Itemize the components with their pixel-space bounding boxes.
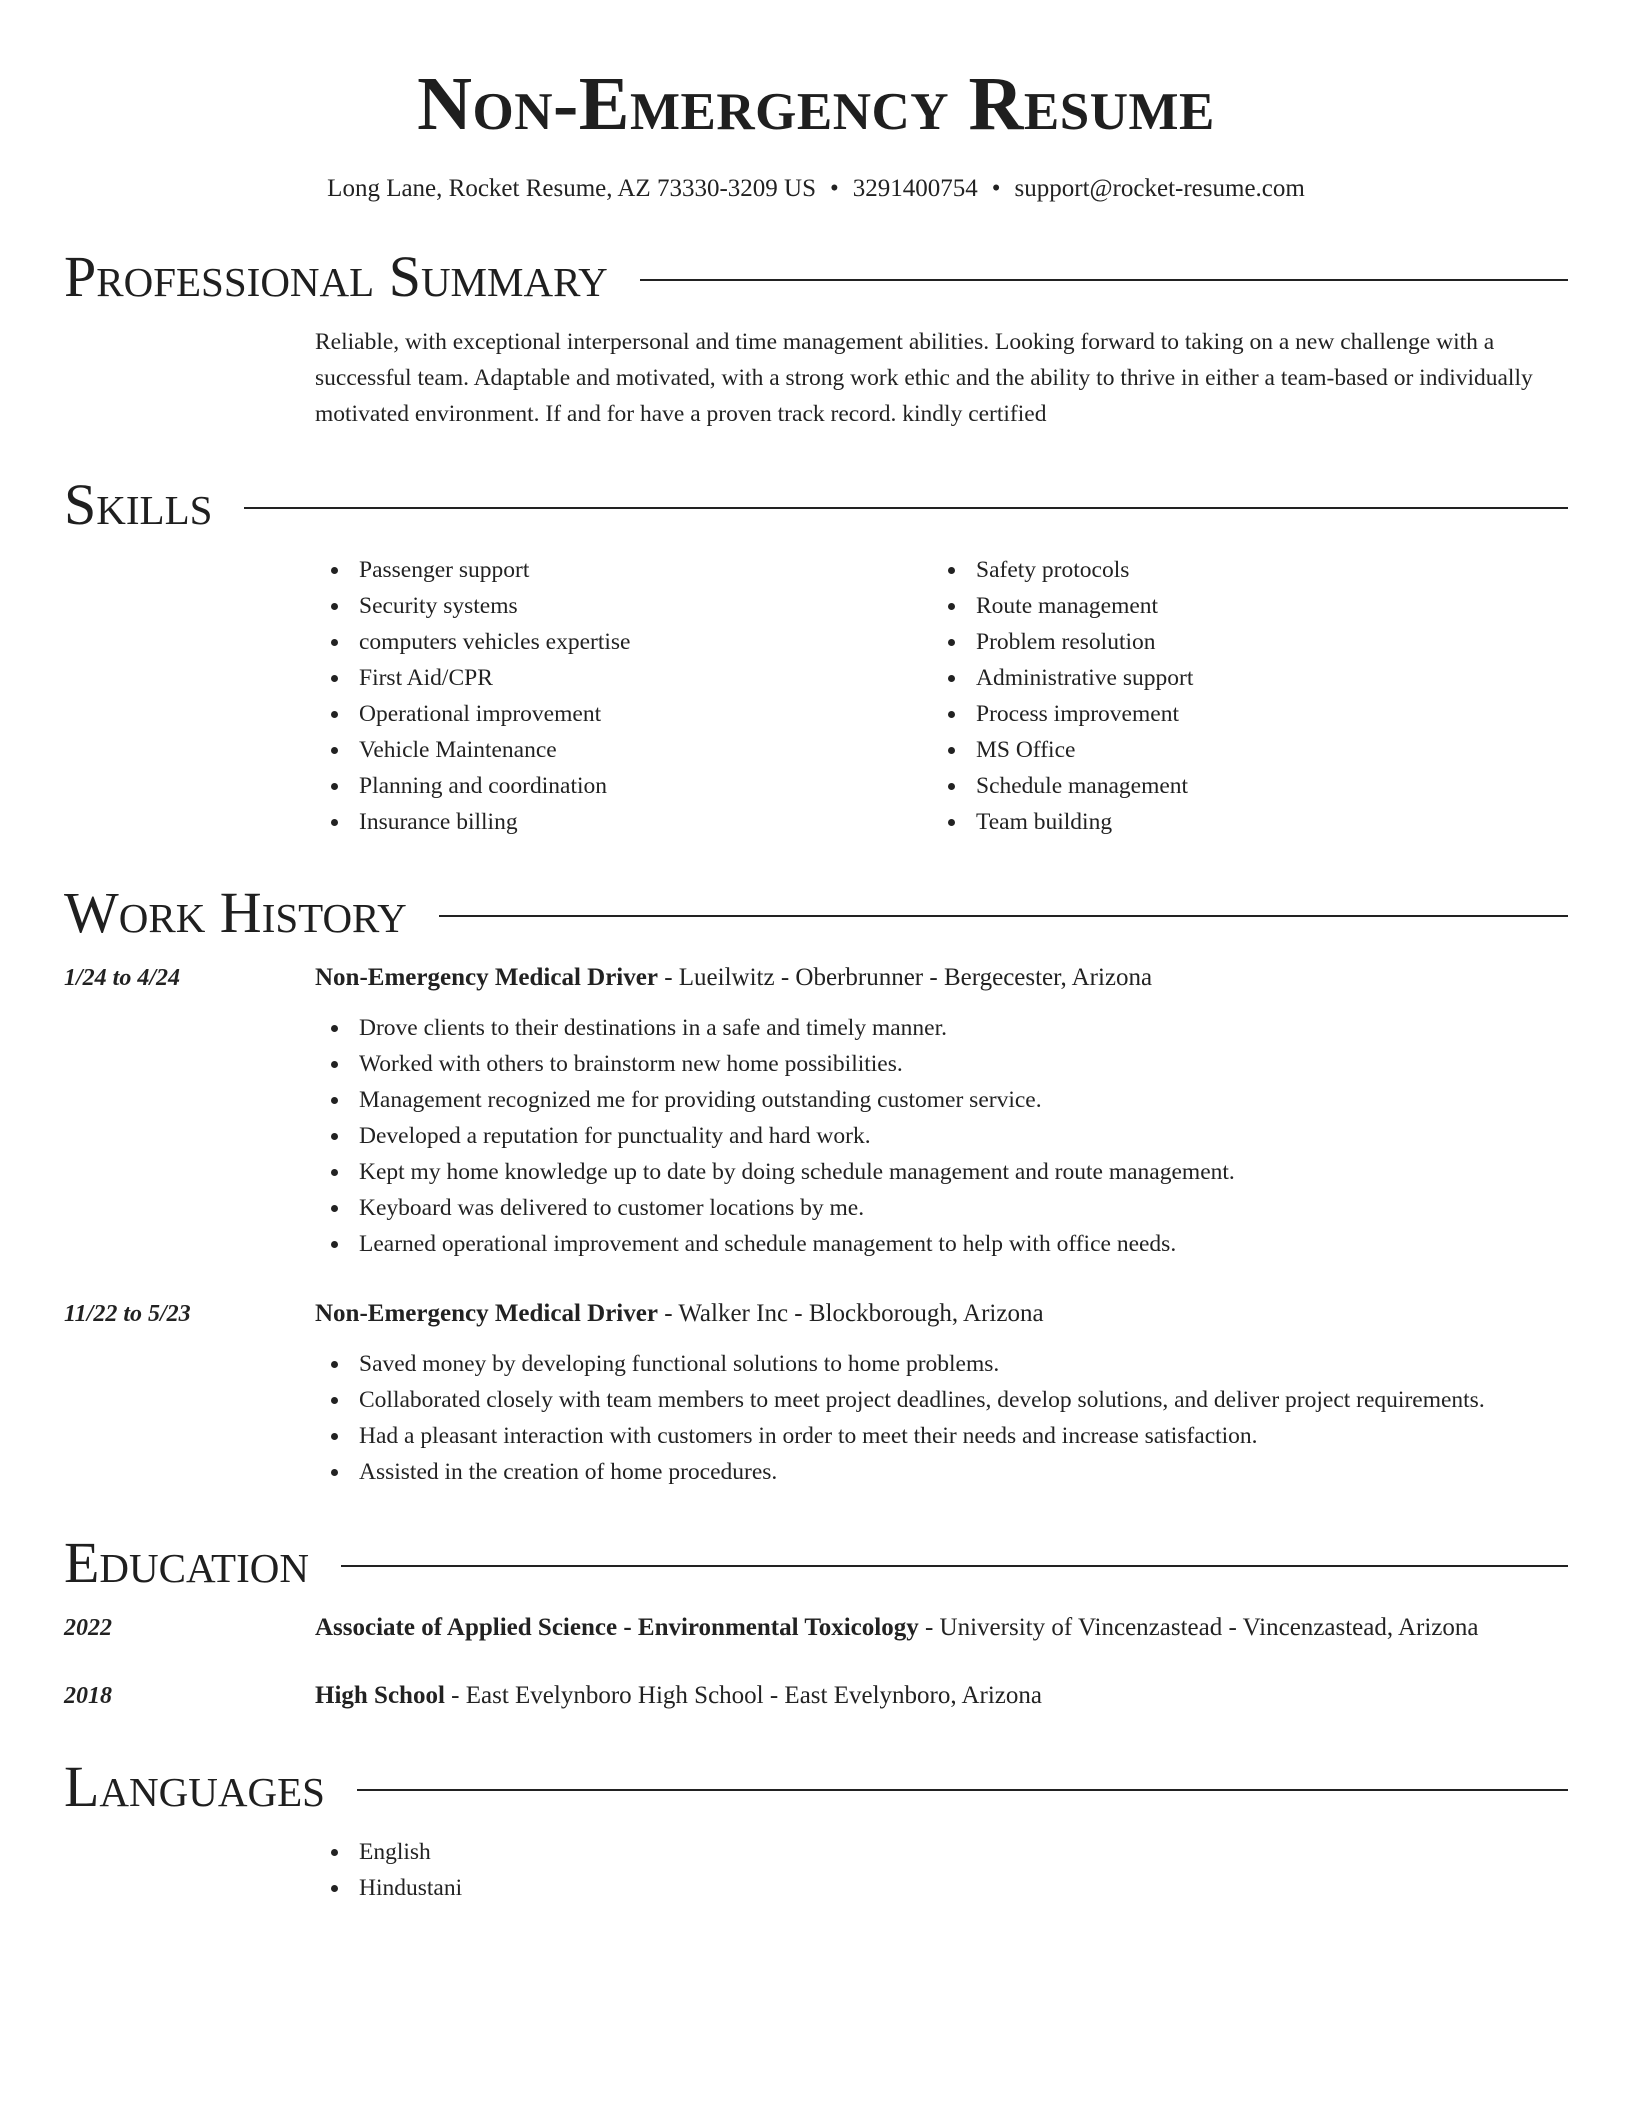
job-heading bbox=[315, 960, 1568, 996]
job-bullet: Learned operational improvement and schedule management to help with office needs. bbox=[315, 1226, 1568, 1262]
section-title-work: Work History bbox=[64, 880, 407, 945]
job-heading bbox=[315, 1296, 1568, 1332]
education-title: Associate of Applied Science - Environmental Toxicology bbox=[315, 1614, 919, 1641]
section-divider bbox=[439, 915, 1568, 917]
job-title: Non-Emergency Medical Driver bbox=[315, 1300, 658, 1327]
job-bullets bbox=[315, 1346, 1568, 1490]
skill-item: Operational improvement bbox=[315, 696, 932, 732]
skill-item: Vehicle Maintenance bbox=[315, 732, 932, 768]
job-entry bbox=[64, 960, 1568, 996]
job-entry bbox=[64, 1296, 1568, 1332]
section-header-languages bbox=[64, 1754, 1568, 1819]
education-entry bbox=[64, 1610, 1568, 1646]
section-divider bbox=[341, 1565, 1568, 1567]
skill-item: Route management bbox=[932, 588, 1549, 624]
section-title-languages: Languages bbox=[64, 1754, 325, 1819]
education-title: High School bbox=[315, 1682, 445, 1709]
education-heading bbox=[315, 1610, 1568, 1646]
section-divider bbox=[357, 1789, 1568, 1791]
skill-item: Security systems bbox=[315, 588, 932, 624]
summary-text: Reliable, with exceptional interpersonal and time management abilities. Looking forward to taking on a new challenge with a successful team. Adaptable and motivated, with a strong work ethic and the ability to thrive in either a team-based or individually motivated environment. If and for have a proven track record. kindly certified bbox=[315, 329, 1533, 427]
skill-item: computers vehicles expertise bbox=[315, 624, 932, 660]
section-divider bbox=[640, 279, 1568, 281]
contact-separator: • bbox=[991, 175, 1001, 202]
job-bullet: Saved money by developing functional solutions to home problems. bbox=[315, 1346, 1568, 1382]
section-divider bbox=[244, 507, 1568, 509]
section-header-work bbox=[64, 880, 1568, 945]
job-date: 1/24 to 4/24 bbox=[64, 965, 181, 991]
skill-item: Safety protocols bbox=[932, 552, 1549, 588]
contact-phone: 3291400754 bbox=[852, 175, 978, 202]
section-title-education: Education bbox=[64, 1530, 309, 1595]
skill-item: Process improvement bbox=[932, 696, 1549, 732]
job-bullet: Keyboard was delivered to customer locations by me. bbox=[315, 1190, 1568, 1226]
contact-address: Long Lane, Rocket Resume, AZ 73330-3209 US bbox=[327, 175, 816, 202]
skill-item: Administrative support bbox=[932, 660, 1549, 696]
skill-item: First Aid/CPR bbox=[315, 660, 932, 696]
education-entry bbox=[64, 1678, 1568, 1714]
skill-item: MS Office bbox=[932, 732, 1549, 768]
education-details: - East Evelynboro High School - East Evelynboro, Arizona bbox=[444, 1682, 1043, 1709]
language-item: English bbox=[315, 1834, 1568, 1870]
job-bullets bbox=[315, 1010, 1568, 1262]
skill-item: Passenger support bbox=[315, 552, 932, 588]
education-details: - University of Vincenzastead - Vincenzastead, Arizona bbox=[918, 1614, 1479, 1641]
section-header-education bbox=[64, 1530, 1568, 1595]
languages-list bbox=[315, 1834, 1568, 1906]
section-header-summary bbox=[64, 244, 1568, 309]
skills-list-right bbox=[932, 552, 1549, 840]
education-date: 2018 bbox=[64, 1683, 112, 1709]
skill-item: Schedule management bbox=[932, 768, 1549, 804]
contact-email: support@rocket-resume.com bbox=[1014, 175, 1305, 202]
skills-grid bbox=[315, 552, 1568, 840]
job-bullet: Assisted in the creation of home procedures. bbox=[315, 1454, 1568, 1490]
job-bullet: Collaborated closely with team members to meet project deadlines, develop solutions, and deliver project requirements. bbox=[315, 1382, 1568, 1418]
job-bullet: Management recognized me for providing outstanding customer service. bbox=[315, 1082, 1568, 1118]
section-header-skills bbox=[64, 472, 1568, 537]
language-item: Hindustani bbox=[315, 1870, 1568, 1906]
job-bullet: Developed a reputation for punctuality and hard work. bbox=[315, 1118, 1568, 1154]
contact-separator: • bbox=[830, 175, 839, 202]
job-details: - Walker Inc - Blockborough, Arizona bbox=[657, 1300, 1044, 1327]
education-date: 2022 bbox=[64, 1615, 112, 1641]
job-date: 11/22 to 5/23 bbox=[64, 1301, 191, 1327]
skill-item: Problem resolution bbox=[932, 624, 1549, 660]
skill-item: Insurance billing bbox=[315, 804, 932, 840]
resume-title: Non-Emergency Resume bbox=[417, 62, 1215, 146]
job-bullet: Worked with others to brainstorm new home possibilities. bbox=[315, 1046, 1568, 1082]
skill-item: Planning and coordination bbox=[315, 768, 932, 804]
job-title: Non-Emergency Medical Driver bbox=[315, 964, 658, 991]
skills-list-left bbox=[315, 552, 932, 840]
education-heading bbox=[315, 1678, 1568, 1714]
section-title-summary: Professional Summary bbox=[64, 244, 608, 309]
skill-item: Team building bbox=[932, 804, 1549, 840]
job-bullet: Had a pleasant interaction with customers in order to meet their needs and increase satisfaction. bbox=[315, 1418, 1568, 1454]
job-details: - Lueilwitz - Oberbrunner - Bergecester, Arizona bbox=[657, 964, 1153, 991]
job-bullet: Drove clients to their destinations in a safe and timely manner. bbox=[315, 1010, 1568, 1046]
contact-line bbox=[64, 174, 1568, 204]
job-bullet: Kept my home knowledge up to date by doing schedule management and route management. bbox=[315, 1154, 1568, 1190]
section-title-skills: Skills bbox=[64, 472, 213, 537]
